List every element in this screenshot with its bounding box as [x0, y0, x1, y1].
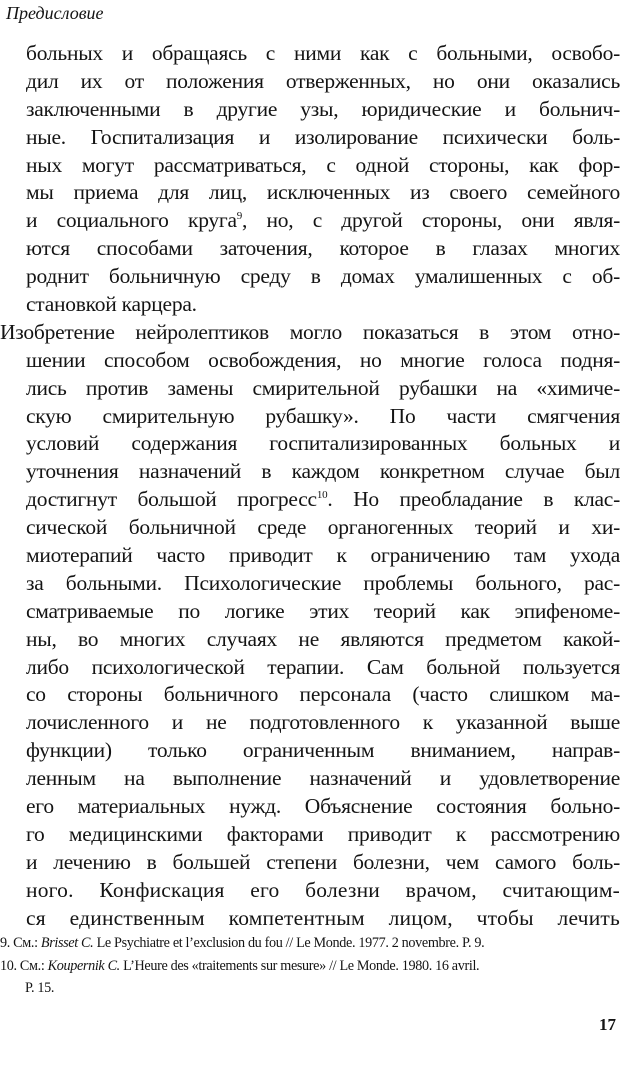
- text-line: го медицинскими факторами приводит к рассмотрению: [26, 821, 620, 846]
- text-line: ного. Конфискация его болезни врачом, считающим-: [26, 877, 620, 902]
- text-line: заключенными в другие узы, юридические и больнич-: [26, 96, 620, 121]
- text-line: его материальных нужд. Объяснение состояния больно-: [26, 794, 620, 819]
- text-line: скую смирительную рубашку». По части смягчения: [26, 403, 620, 428]
- footnotes: [0, 932, 620, 1000]
- text-line: либо психологической терапии. Сам больной пользуется: [26, 654, 620, 679]
- text-line: функции) только ограниченным вниманием, направ-: [26, 738, 620, 763]
- text-line: достигнут большой прогресс$^{10}$. Но преобладание в клас-: [26, 487, 620, 512]
- text-line: и социального круга$^9$, но, с другой стороны, они явля-: [26, 208, 620, 233]
- text-line: лочисленного и не подготовленного к указанной выше: [26, 710, 620, 735]
- text-line: сматриваемые по логике этих теорий как эпифеноме-: [26, 598, 620, 623]
- text-line: становкой карцера.: [26, 292, 197, 317]
- footnote-ref-10: 10: [316, 489, 328, 502]
- footnote-10-continuation: P. 15.: [25, 980, 55, 996]
- text-line: больных и обращаясь с ними как с больными, освобо-: [26, 41, 620, 65]
- text-line: условий содержания госпитализированных больных и: [26, 431, 620, 456]
- text-line: шении способом освобождения, но многие голоса подня-: [26, 347, 620, 372]
- footnote-9: 9. См.: Brisset C. Le Psychiatre et l’exclusion du fou // Le Monde. 1977. 2 novembre. P. 9.: [0, 935, 485, 951]
- text-line: ных могут рассматриваться, с одной стороны, как фор-: [26, 152, 620, 177]
- text-line: ся единственным компетентным лицом, чтобы лечить: [26, 905, 620, 930]
- text-line: мы приема для лиц, исключенных из своего семейного: [26, 180, 620, 205]
- running-head: Предисловие: [6, 3, 104, 23]
- text-line: уточнения назначений в каждом конкретном случае был: [26, 459, 620, 484]
- text-line: лись против замены смирительной рубашки на «химиче-: [26, 375, 620, 400]
- text-line: миотерапий часто приводит к ограничению там ухода: [26, 543, 620, 568]
- text-line: за больными. Психологические проблемы больного, рас-: [26, 570, 620, 595]
- text-line: ются способами заточения, которое в глазах многих: [26, 236, 620, 261]
- text-line: дил их от положения отверженных, но они оказались: [26, 68, 620, 93]
- text-line: роднит больничную среду в домах умалишенных с об-: [26, 264, 620, 289]
- text-line: сической больничной среде органогенных теорий и хи-: [26, 515, 620, 540]
- footnote-10: 10. См.: Koupernik C. L’Heure des «traitements sur mesure» // Le Monde. 1980. 16 avril.: [0, 957, 480, 974]
- footnote-ref-9: 9: [236, 210, 243, 223]
- text-line: ны, во многих случаях не являются предметом какой-: [26, 626, 620, 651]
- text-line: ленным на выполнение назначений и удовлетворение: [26, 766, 620, 791]
- page-number: 17: [599, 1015, 616, 1034]
- text-line: со стороны больничного персонала (часто слишком ма-: [26, 682, 620, 707]
- text-line: Изобретение нейролептиков могло показаться в этом отно-: [0, 319, 620, 344]
- text-line: ные. Госпитализация и изолирование психически боль-: [26, 124, 620, 149]
- text-line: и лечению в большей степени болезни, чем самого боль-: [26, 849, 620, 874]
- body-text: [0, 40, 620, 933]
